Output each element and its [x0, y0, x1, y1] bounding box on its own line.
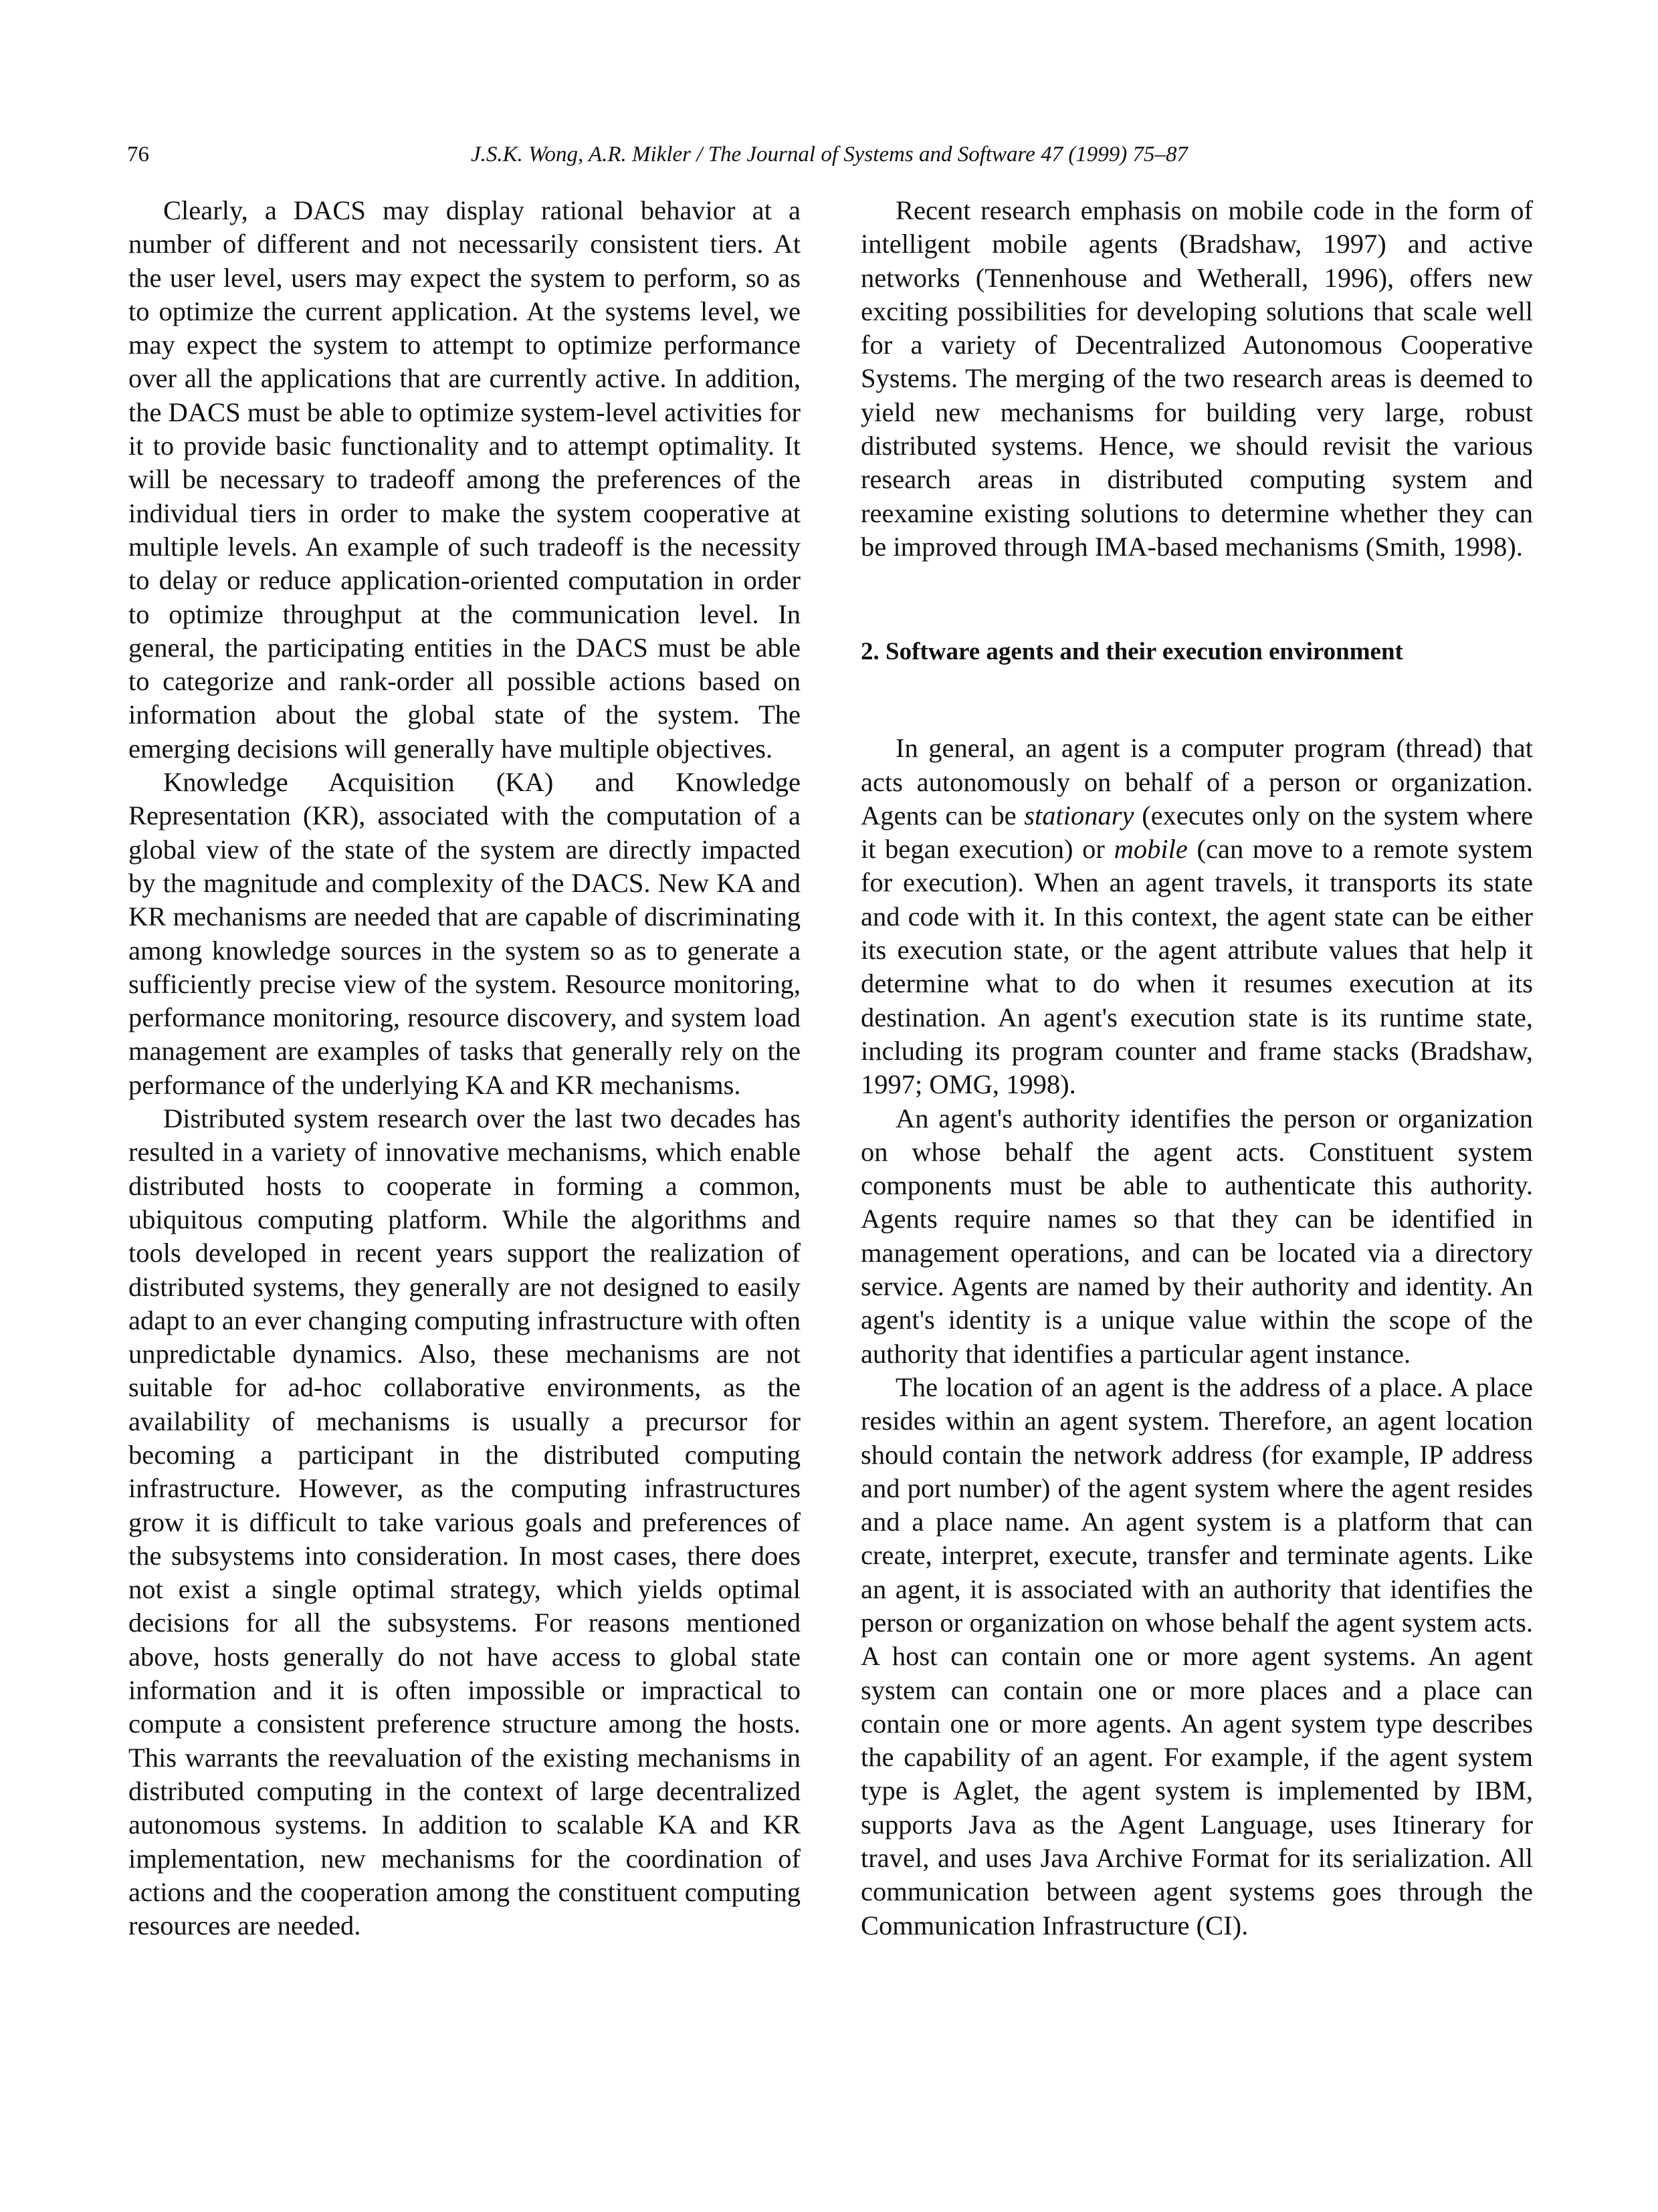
emphasis-stationary: stationary [1024, 800, 1134, 831]
paragraph-text: In general, an agent is a computer program (thread) that acts autonomously on behalf of a person or organization. Agents can be [861, 733, 1533, 831]
paragraph: Clearly, a DACS may display rational behavior at a number of different and not necessarily consistent tiers. At the user level, users may expect the system to perform, so as to optimize the current application. At the systems level, we may expect the system to attempt to optimize performance over all the applications that are currently active. In addition, the DACS must be able to optimize system-level activities for it to provide basic functionality and to attempt optimality. It will be necessary to tradeoff among the preferences of the individual tiers in order to make the system cooperative at multiple levels. An example of such tradeoff is the necessity to delay or reduce application-oriented computation in order to optimize throughput at the communication level. In general, the participating entities in the DACS must be able to categorize and rank-order all possible actions based on information about the global state of the system. The emerging decisions will generally have multiple objectives. [128, 195, 801, 764]
paragraph: Distributed system research over the last two decades has resulted in a variety of innovative mechanisms, which enable distributed hosts to cooperate in forming a common, ubiquitous computing platform. While the algorithms and tools developed in recent years support the realization of distributed systems, they generally are not designed to easily adapt to an ever changing computing infrastructure with often unpredictable dynamics. Also, these mechanisms are not suitable for ad-hoc collaborative environments, as the availability of mechanisms is usually a precursor for becoming a participant in the distributed computing infrastructure. However, as the computing infrastructures grow it is difficult to take various goals and preferences of the subsystems into consideration. In most cases, there does not exist a single optimal strategy, which yields optimal decisions for all the subsystems. For reasons mentioned above, hosts generally do not have access to global state information and it is often impossible or impractical to compute a consistent preference structure among the hosts. This warrants the reevaluation of the existing mechanisms in distributed computing in the context of large decentralized autonomous systems. In addition to scalable KA and KR implementation, new mechanisms for the coordination of actions and the cooperation among the constituent computing resources are needed. [128, 1103, 801, 1941]
left-column [128, 194, 801, 1943]
emphasis-mobile: mobile [1114, 834, 1188, 865]
paragraph-text: (executes only on the system where it began execution) or [861, 800, 1533, 865]
running-head: J.S.K. Wong, A.R. Mikler / The Journal of Systems and Software 47 (1999) 75–87 [470, 142, 1188, 167]
paragraph-text: (can move to a remote system for execution). When an agent travels, it transports its state and code with it. In this context, the agent state can be either its execution state, or the agent attribute values that help it determine what to do when it resumes execution at its destination. An agent's execution state is its runtime state, including its program counter and frame stacks (Bradshaw, 1997; OMG, 1998). [861, 834, 1533, 1100]
paragraph: Recent research emphasis on mobile code in the form of intelligent mobile agents (Bradshaw, 1997) and active networks (Tennenhouse and Wetherall, 1996), offers new exciting possibilities for developing solutions that scale well for a variety of Decentralized Autonomous Cooperative Systems. The merging of the two research areas is deemed to yield new mechanisms for building very large, robust distributed systems. Hence, we should revisit the various research areas in distributed computing system and reexamine existing solutions to determine whether they can be improved through IMA-based mechanisms (Smith, 1998). [861, 195, 1533, 562]
right-column [861, 194, 1533, 1943]
page-number: 76 [127, 142, 149, 167]
section-heading: 2. Software agents and their execution environment [861, 638, 1403, 666]
paragraph: Knowledge Acquisition (KA) and Knowledge Representation (KR), associated with the computation of a global view of the state of the system are directly impacted by the magnitude and complexity of the DACS. New KA and KR mechanisms are needed that are capable of discriminating among knowledge sources in the system so as to generate a sufficiently precise view of the system. Resource monitoring, performance monitoring, resource discovery, and system load management are examples of tasks that generally rely on the performance of the underlying KA and KR mechanisms. [128, 767, 801, 1100]
page-header [127, 138, 1532, 171]
paragraph: The location of an agent is the address of a place. A place resides within an agent system. Therefore, an agent location should contain the network address (for example, IP address and port number) of the agent system where the agent resides and a place name. An agent system is a platform that can create, interpret, execute, transfer and terminate agents. Like an agent, it is associated with an authority that identifies the person or organization on whose behalf the agent system acts. A host can contain one or more agent systems. An agent system can contain one or more places and a place can contain one or more agents. An agent system type describes the capability of an agent. For example, if the agent system type is Aglet, the agent system is implemented by IBM, supports Java as the Agent Language, uses Itinerary for travel, and uses Java Archive Format for its serialization. All communication between agent systems goes through the Communication Infrastructure (CI). [861, 1371, 1533, 1941]
paragraph: An agent's authority identifies the person or organization on whose behalf the agent acts. Constituent system components must be able to authenticate this authority. Agents require names so that they can be identified in management operations, and can be located via a directory service. Agents are named by their authority and identity. An agent's identity is a unique value within the scope of the authority that identifies a particular agent instance. [861, 1103, 1533, 1369]
paragraph [861, 732, 1533, 1101]
